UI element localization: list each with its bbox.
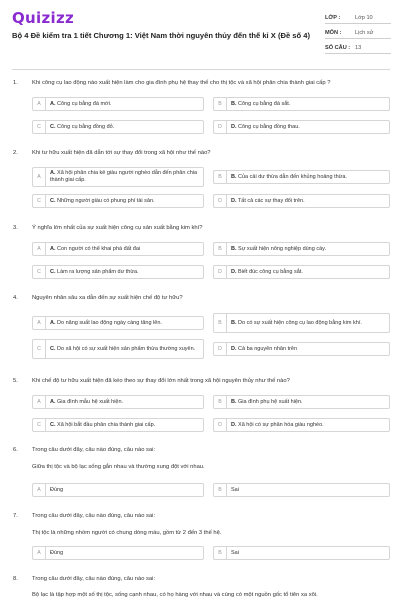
option-letter: C <box>33 266 46 278</box>
option-text: Gia đình phụ hệ xuất hiện. <box>238 398 303 405</box>
option-letter: A <box>33 317 46 329</box>
option-text: Gia đình mẫu hệ xuất hiện. <box>57 398 124 405</box>
question-statement: Giữa thị tộc và bộ lạc sống gắn nhau và thường xung đột với nhau. <box>32 464 205 470</box>
option-a[interactable] <box>32 546 204 560</box>
option-a[interactable] <box>32 395 204 409</box>
option-key: B. <box>231 100 237 107</box>
option-text: Xã hội phân chia kẻ giàu người nghèo dẫn đến phân chia thành giai cấp. <box>50 170 198 183</box>
option-letter: C <box>33 340 46 358</box>
option-text: Công cụ bằng đồng thau. <box>238 123 300 130</box>
option-c[interactable] <box>32 418 204 432</box>
option-text: Làm ra lượng sản phẩm dư thừa. <box>57 268 139 275</box>
meta-row-subject <box>325 27 391 39</box>
question-number: 3. <box>13 225 18 231</box>
question-statement: Bộ lạc là tập hợp một số thị tộc, sống cạnh nhau, có họ hàng với nhau và cùng có một nguồn gốc tổ tiên xa xôi. <box>32 592 318 598</box>
question-number: 8. <box>13 576 18 582</box>
option-a[interactable] <box>32 316 204 330</box>
option-d[interactable] <box>213 418 390 432</box>
question-text: Khi chế độ tư hữu xuất hiện đã kéo theo sự thay đổi lớn nhất trong xã hội nguyên thủy như thế nào? <box>32 378 290 384</box>
option-b[interactable] <box>213 242 390 256</box>
option-c[interactable] <box>32 265 204 279</box>
option-letter: C <box>33 419 46 431</box>
option-key: C. <box>50 197 56 204</box>
option-letter: C <box>33 195 46 207</box>
question-text: Khi tư hữu xuất hiện đã dẫn tới sự thay đổi trong xã hội như thế nào? <box>32 150 211 156</box>
option-letter: A <box>33 547 46 559</box>
option-letter: B <box>214 547 227 559</box>
option-key: B. <box>231 319 237 326</box>
meta-panel <box>325 12 391 57</box>
option-key: D. <box>231 197 237 204</box>
option-key: A. <box>50 398 56 405</box>
meta-row-class <box>325 12 391 24</box>
option-letter: B <box>214 98 227 110</box>
option-text: Sự xuất hiện nông nghiệp dùng cày. <box>238 245 327 252</box>
question-text: Trong câu dưới đây, câu nào đúng, câu nào sai: <box>32 447 156 453</box>
option-letter: D <box>214 266 227 278</box>
option-key: A. <box>50 319 56 326</box>
option-key: C. <box>50 268 56 275</box>
option-letter: A <box>33 396 46 408</box>
option-text: Xã hội bắt đầu phân chia thành giai cấp. <box>57 421 156 428</box>
question-text: Trong câu dưới đây, câu nào đúng, câu nào sai: <box>32 513 156 519</box>
option-text: Những người giàu có phung phí tài sản. <box>57 197 155 204</box>
meta-label: LỚP : <box>325 14 341 21</box>
question-number: 7. <box>13 513 18 519</box>
question-text: Nguyên nhân sâu xa dẫn đến sự xuất hiện chế độ tư hữu? <box>32 295 183 301</box>
meta-value: Lớp 10 <box>355 14 373 21</box>
option-key: C. <box>50 345 56 352</box>
option-text: Xã hội có sự phân hóa giàu nghèo. <box>238 421 324 428</box>
meta-value: Lịch sử <box>355 29 374 36</box>
option-key: D. <box>231 268 237 275</box>
option-text: Do xã hội có sự xuất hiện sản phẩm thừa thường xuyên. <box>57 345 196 352</box>
option-letter: B <box>214 484 227 496</box>
document-title: Bộ 4 Đề kiểm tra 1 tiết Chương 1: Việt Nam thời nguyên thủy đến thế kỉ X (Đề số 4) <box>12 31 311 40</box>
meta-value: 13 <box>355 44 362 51</box>
option-d[interactable] <box>213 120 390 134</box>
option-letter: C <box>33 121 46 133</box>
option-d[interactable] <box>213 265 390 279</box>
option-text: Sai <box>231 549 239 556</box>
question-number: 5. <box>13 378 18 384</box>
option-letter: D <box>214 121 227 133</box>
meta-label: SỐ CÂU : <box>325 44 351 51</box>
option-text: Cả ba nguyên nhân trên <box>238 345 298 352</box>
option-text: Công cụ bằng đồng đỏ. <box>57 123 115 130</box>
option-text: Do có sự xuất hiện công cụ lao động bằng kim khí. <box>238 319 362 326</box>
option-letter: B <box>214 171 227 183</box>
option-key: B. <box>231 173 237 180</box>
option-key: B. <box>231 398 237 405</box>
option-text: Do năng suất lao động ngày càng tăng lên. <box>57 319 162 326</box>
meta-label: MÔN : <box>325 29 342 36</box>
option-b[interactable] <box>213 170 390 184</box>
option-letter: A <box>33 98 46 110</box>
option-text: Của cải dư thừa dẫn đến khủng hoảng thừa. <box>238 173 347 180</box>
question-text: Khi công cụ lao động nào xuất hiện làm cho gia đình phụ hệ thay thế cho thị tộc và xã hội phân chia thành giai cấp ? <box>32 80 331 86</box>
option-key: D. <box>231 345 237 352</box>
option-b[interactable] <box>213 395 390 409</box>
question-number: 2. <box>13 150 18 156</box>
option-letter: D <box>214 195 227 207</box>
option-b[interactable] <box>213 483 390 497</box>
option-text: Công cụ bằng đá mới. <box>57 100 112 107</box>
option-a[interactable] <box>32 167 204 187</box>
option-key: D. <box>231 123 237 130</box>
option-c[interactable] <box>32 194 204 208</box>
option-c[interactable] <box>32 339 204 359</box>
option-letter: D <box>214 343 227 355</box>
option-d[interactable] <box>213 194 390 208</box>
option-letter: A <box>33 243 46 255</box>
option-d[interactable] <box>213 342 390 356</box>
option-text: Biết đúc công cụ bằng sắt. <box>238 268 303 275</box>
option-key: A. <box>50 100 56 107</box>
option-text: Tất cả các sự thay đổi trên. <box>237 197 305 204</box>
option-key: B. <box>231 245 237 252</box>
option-b[interactable] <box>213 97 390 111</box>
option-text: Sai <box>231 486 239 493</box>
question-number: 1. <box>13 80 18 86</box>
option-key: A. <box>50 170 56 176</box>
option-text: Công cụ bằng đá sắt. <box>238 100 291 107</box>
meta-row-question-count <box>325 42 391 54</box>
question-text: Trong câu dưới đây, câu nào đúng, câu nào sai: <box>32 576 156 582</box>
header-divider <box>12 69 390 70</box>
question-number: 6. <box>13 447 18 453</box>
option-letter: B <box>214 396 227 408</box>
quizizz-logo: Quizizz <box>12 9 75 27</box>
option-key: C. <box>50 421 56 428</box>
option-letter: B <box>214 243 227 255</box>
option-a[interactable] <box>32 242 204 256</box>
document-header <box>0 0 400 64</box>
option-letter: B <box>214 314 227 332</box>
option-a[interactable] <box>32 483 204 497</box>
option-key: D. <box>231 421 237 428</box>
question-statement: Thị tộc là những nhóm người có chung dòng máu, gồm từ 2 đến 3 thế hệ. <box>32 530 222 536</box>
option-text: Con người có thể khai phá đất đai <box>57 245 141 252</box>
option-key: C. <box>50 123 56 130</box>
option-letter: A <box>33 484 46 496</box>
option-b[interactable] <box>213 546 390 560</box>
question-text: Ý nghĩa lớn nhất của sự xuất hiện công cụ sản xuất bằng kim khí? <box>32 225 203 231</box>
option-text: Đúng <box>50 549 64 556</box>
option-letter: A <box>33 168 46 186</box>
option-key: A. <box>50 245 56 252</box>
question-number: 4. <box>13 295 18 301</box>
option-a[interactable] <box>32 97 204 111</box>
option-b[interactable] <box>213 313 390 333</box>
option-letter: D <box>214 419 227 431</box>
option-text: Đúng <box>50 486 64 493</box>
option-c[interactable] <box>32 120 204 134</box>
